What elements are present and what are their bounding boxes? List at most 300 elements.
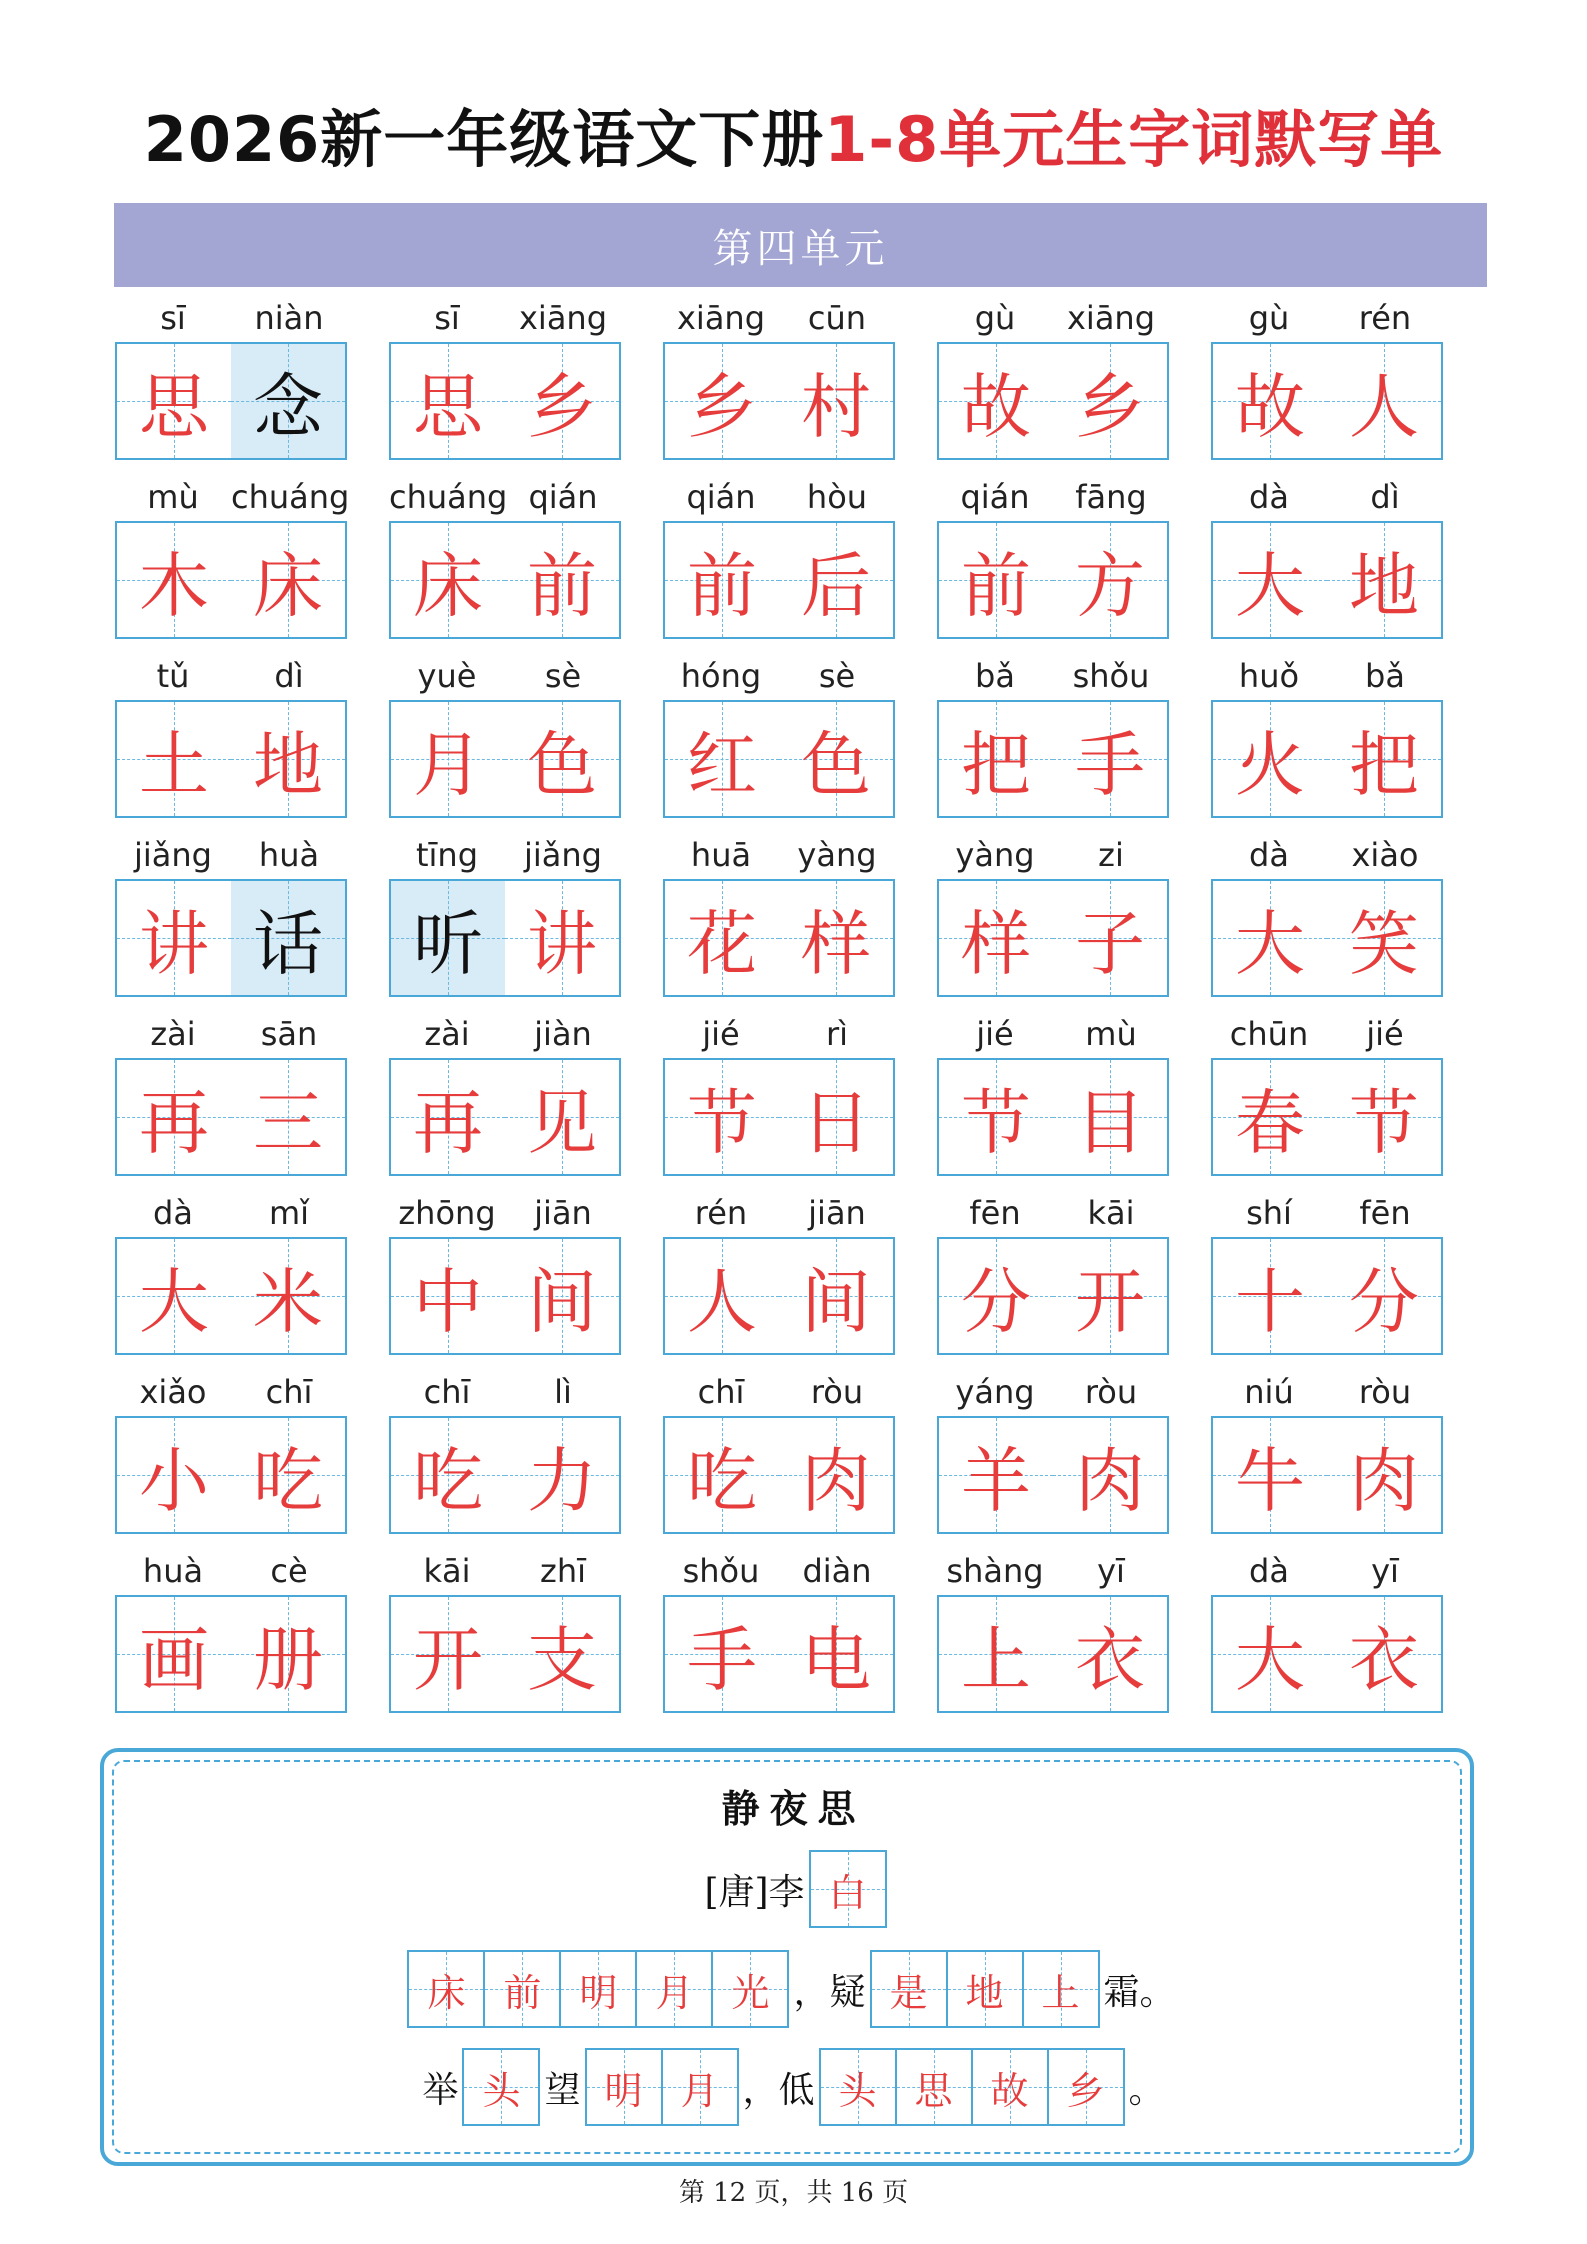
pinyin-label: zhōng [398, 1194, 496, 1232]
character: 子 [1075, 902, 1145, 985]
character-box [1053, 342, 1169, 460]
pinyin-label: shàng [946, 1552, 1044, 1590]
pinyin-label: yáng [955, 1373, 1035, 1411]
pinyin-label: huā [690, 836, 752, 874]
character-box [663, 879, 781, 997]
character: 前 [527, 544, 597, 627]
pinyin-label: rì [825, 1015, 849, 1053]
pinyin-label: qián [528, 478, 598, 516]
character: 肉 [1075, 1439, 1145, 1522]
character-box [1327, 1058, 1443, 1176]
word-item [937, 656, 1169, 816]
character-box [937, 521, 1055, 639]
character-box [779, 1595, 895, 1713]
character-box [115, 1058, 233, 1176]
pinyin-label: ròu [1358, 1373, 1412, 1411]
character-box [1211, 521, 1329, 639]
pinyin-label: gù [1248, 299, 1290, 337]
pinyin-label: fāng [1075, 478, 1147, 516]
character: 羊 [961, 1439, 1031, 1522]
character: 念 [253, 365, 323, 448]
character-box [937, 1237, 1055, 1355]
word-item [389, 477, 621, 637]
word-item [937, 835, 1169, 995]
character: 色 [527, 723, 597, 806]
page-title [0, 100, 1587, 180]
character: 吃 [413, 1439, 483, 1522]
word-item [663, 477, 895, 637]
pinyin-label: xiāng [518, 299, 608, 337]
character: 支 [527, 1618, 597, 1701]
pinyin-label: yàng [797, 836, 877, 874]
poem-character: 床 [427, 1970, 466, 2015]
poem-character: 头 [838, 2068, 877, 2113]
pinyin-label: fēn [1359, 1194, 1411, 1232]
character: 分 [1349, 1260, 1419, 1343]
word-item [1211, 656, 1443, 816]
word-item [1211, 1551, 1443, 1711]
character-box [663, 521, 781, 639]
page-footer: 第 12 页，共 16 页 [678, 2178, 909, 2208]
character: 木 [139, 544, 209, 627]
character: 三 [253, 1081, 323, 1164]
poem-character: 月 [680, 2068, 719, 2113]
character: 样 [961, 902, 1031, 985]
character-box [1327, 700, 1443, 818]
pinyin-label: sè [818, 657, 856, 695]
character-box [1211, 1237, 1329, 1355]
character-box [937, 879, 1055, 997]
pinyin-label: bǎ [1365, 657, 1405, 695]
character: 中 [413, 1260, 483, 1343]
word-item [115, 298, 347, 458]
character: 后 [801, 544, 871, 627]
word-item [937, 1193, 1169, 1353]
character: 肉 [1349, 1439, 1419, 1522]
character-box [1327, 1595, 1443, 1713]
character: 讲 [139, 902, 209, 985]
pinyin-label: chuáng [389, 478, 508, 516]
word-item [663, 656, 895, 816]
word-item [1211, 1372, 1443, 1532]
title-main: 2026新一年级语文下册 [143, 103, 825, 176]
pinyin-label: rén [1358, 299, 1412, 337]
word-item [389, 1551, 621, 1711]
character: 电 [801, 1618, 871, 1701]
character-box [779, 1058, 895, 1176]
poem-author-prefix: [唐]李 [704, 1871, 805, 1913]
character-box [663, 1595, 781, 1713]
pinyin-label: shí [1246, 1194, 1292, 1232]
character-box [389, 1058, 507, 1176]
poem-answer-box [809, 1850, 887, 1928]
character-box [663, 342, 781, 460]
character-box [779, 342, 895, 460]
character: 牛 [1235, 1439, 1305, 1522]
pinyin-label: jiǎng [524, 836, 602, 874]
character-box [389, 1595, 507, 1713]
character: 再 [413, 1081, 483, 1164]
character: 见 [527, 1081, 597, 1164]
pinyin-label: ròu [1084, 1373, 1138, 1411]
character-box [1327, 1416, 1443, 1534]
character: 思 [139, 365, 209, 448]
character: 故 [1235, 365, 1305, 448]
character-box [779, 700, 895, 818]
character: 衣 [1075, 1618, 1145, 1701]
pinyin-label: jiàn [534, 1015, 592, 1053]
poem-answer-box [870, 1950, 1100, 2028]
character: 小 [139, 1439, 209, 1522]
character-box [937, 1595, 1055, 1713]
word-item [937, 298, 1169, 458]
character: 大 [139, 1260, 209, 1343]
character-box [505, 1595, 621, 1713]
pinyin-label: qián [960, 478, 1030, 516]
word-item [115, 656, 347, 816]
pinyin-label: dà [153, 1194, 193, 1232]
character-box [779, 1416, 895, 1534]
character: 乡 [1075, 365, 1145, 448]
character-box [779, 879, 895, 997]
word-item [389, 1372, 621, 1532]
pinyin-label: chūn [1229, 1015, 1309, 1053]
word-item [663, 835, 895, 995]
word-item [663, 1014, 895, 1174]
poem-answer-box [819, 2048, 1125, 2126]
poem-answer-box [585, 2048, 739, 2126]
pinyin-label: yàng [955, 836, 1035, 874]
word-item [115, 1551, 347, 1711]
pinyin-label: chī [697, 1373, 745, 1411]
pinyin-label: jiǎng [134, 836, 212, 874]
character-box [663, 1416, 781, 1534]
pinyin-label: chuáng [231, 478, 350, 516]
character-box [663, 700, 781, 818]
word-item [1211, 477, 1443, 637]
pinyin-label: yī [1371, 1552, 1399, 1590]
character: 前 [687, 544, 757, 627]
character: 再 [139, 1081, 209, 1164]
pinyin-label: sī [160, 299, 186, 337]
character-box [389, 521, 507, 639]
poem-character: 光 [731, 1970, 770, 2015]
character-box [937, 1058, 1055, 1176]
character: 思 [413, 365, 483, 448]
character: 开 [413, 1618, 483, 1701]
word-item [389, 1014, 621, 1174]
pinyin-label: xiāng [1066, 299, 1156, 337]
word-item [115, 1193, 347, 1353]
pinyin-label: dà [1249, 1552, 1289, 1590]
character: 节 [1349, 1081, 1419, 1164]
poem-character: 月 [655, 1970, 694, 2015]
character-box [937, 1416, 1055, 1534]
character-box [389, 342, 507, 460]
pinyin-label: xiǎo [139, 1373, 207, 1411]
word-item [1211, 1193, 1443, 1353]
word-item [1211, 835, 1443, 995]
character-box [231, 879, 347, 997]
character-box [779, 1237, 895, 1355]
pinyin-label: niú [1244, 1373, 1294, 1411]
word-item [389, 656, 621, 816]
character: 人 [1349, 365, 1419, 448]
character-box [1327, 1237, 1443, 1355]
character-box [115, 342, 233, 460]
character-box [505, 700, 621, 818]
poem-answer-box [407, 1950, 789, 2028]
pinyin-label: mù [1085, 1015, 1137, 1053]
character: 前 [961, 544, 1031, 627]
character-box [505, 1237, 621, 1355]
pinyin-label: dà [1249, 478, 1289, 516]
character: 讲 [527, 902, 597, 985]
character-box [115, 1595, 233, 1713]
word-item [937, 1372, 1169, 1532]
character-box [1053, 1237, 1169, 1355]
poem-character: 地 [965, 1970, 1004, 2015]
character-box [1053, 521, 1169, 639]
word-item [389, 298, 621, 458]
poem-character: 前 [503, 1970, 542, 2015]
character-box [937, 700, 1055, 818]
pinyin-label: xiāng [676, 299, 766, 337]
character: 大 [1235, 544, 1305, 627]
character: 手 [687, 1618, 757, 1701]
word-item [937, 477, 1169, 637]
character-box [505, 879, 621, 997]
pinyin-label: gù [974, 299, 1016, 337]
character-box [1211, 1595, 1329, 1713]
character: 间 [801, 1260, 871, 1343]
poem-text: 。 [1128, 2069, 1165, 2111]
character-box [389, 1416, 507, 1534]
character: 乡 [527, 365, 597, 448]
poem-text: 举 [422, 2069, 459, 2111]
pinyin-label: yī [1097, 1552, 1125, 1590]
character-box [231, 1237, 347, 1355]
character-box [1053, 1058, 1169, 1176]
character: 手 [1075, 723, 1145, 806]
character: 画 [139, 1618, 209, 1701]
character-box [1053, 1416, 1169, 1534]
pinyin-label: zhī [540, 1552, 586, 1590]
pinyin-label: jié [702, 1015, 740, 1053]
word-item [1211, 298, 1443, 458]
pinyin-label: cè [270, 1552, 308, 1590]
pinyin-label: chī [265, 1373, 313, 1411]
poem-character: 明 [579, 1970, 618, 2015]
character-box [1327, 879, 1443, 997]
character-box [1211, 879, 1329, 997]
poem-answer-box [462, 2048, 540, 2126]
pinyin-label: jiān [534, 1194, 592, 1232]
character: 衣 [1349, 1618, 1419, 1701]
pinyin-label: huà [258, 836, 320, 874]
character: 大 [1235, 1618, 1305, 1701]
character: 色 [801, 723, 871, 806]
pinyin-label: sè [544, 657, 582, 695]
pinyin-label: mǐ [268, 1194, 310, 1232]
pinyin-label: lì [554, 1373, 572, 1411]
pinyin-label: kāi [423, 1552, 471, 1590]
word-item [663, 1193, 895, 1353]
character: 册 [253, 1618, 323, 1701]
pinyin-label: huǒ [1238, 657, 1300, 695]
character: 火 [1235, 723, 1305, 806]
poem-author-line [0, 1850, 1587, 1928]
character: 节 [687, 1081, 757, 1164]
pinyin-label: huà [142, 1552, 204, 1590]
pinyin-label: fēn [969, 1194, 1021, 1232]
character-box [1053, 700, 1169, 818]
character-box [505, 521, 621, 639]
character-box [663, 1058, 781, 1176]
pinyin-label: hóng [680, 657, 762, 695]
character: 大 [1235, 902, 1305, 985]
character: 吃 [687, 1439, 757, 1522]
character-box [231, 342, 347, 460]
pinyin-label: sī [434, 299, 460, 337]
poem-text: 霜。 [1103, 1971, 1176, 2013]
pinyin-label: cūn [807, 299, 867, 337]
character: 床 [253, 544, 323, 627]
character: 土 [139, 723, 209, 806]
character-box [1211, 1058, 1329, 1176]
character: 目 [1075, 1081, 1145, 1164]
character: 人 [687, 1260, 757, 1343]
poem-character: 是 [889, 1970, 928, 2015]
poem-text: ，低 [742, 2069, 815, 2111]
pinyin-label: shǒu [1072, 657, 1150, 695]
word-item [115, 835, 347, 995]
character-box [505, 342, 621, 460]
character: 把 [1349, 723, 1419, 806]
pinyin-label: chī [423, 1373, 471, 1411]
character: 开 [1075, 1260, 1145, 1343]
pinyin-label: ròu [810, 1373, 864, 1411]
character-box [663, 1237, 781, 1355]
pinyin-label: jié [976, 1015, 1014, 1053]
pinyin-label: niàn [254, 299, 324, 337]
poem-character: 思 [914, 2068, 953, 2113]
pinyin-label: qián [686, 478, 756, 516]
character: 故 [961, 365, 1031, 448]
unit-banner [114, 203, 1487, 287]
poem-text: 望 [544, 2069, 581, 2111]
character: 地 [253, 723, 323, 806]
pinyin-label: mù [147, 478, 199, 516]
poem-line-1 [0, 1950, 1587, 2028]
character-box [115, 1416, 233, 1534]
character: 话 [253, 902, 323, 985]
character: 村 [801, 365, 871, 448]
character: 听 [413, 902, 483, 985]
poem-character: 白 [828, 1870, 867, 1915]
character: 乡 [687, 365, 757, 448]
pinyin-label: kāi [1087, 1194, 1135, 1232]
poem-title: 静夜思 [721, 1786, 866, 1831]
character-box [779, 521, 895, 639]
character-box [389, 1237, 507, 1355]
character-box [1053, 1595, 1169, 1713]
character: 力 [527, 1439, 597, 1522]
pinyin-label: zài [150, 1015, 196, 1053]
character: 花 [687, 902, 757, 985]
pinyin-label: hòu [806, 478, 868, 516]
pinyin-label: zi [1098, 836, 1124, 874]
pinyin-label: dà [1249, 836, 1289, 874]
character-box [1327, 521, 1443, 639]
character-box [1327, 342, 1443, 460]
character: 样 [801, 902, 871, 985]
word-item [389, 835, 621, 995]
word-item [663, 1551, 895, 1711]
pinyin-label: tīng [415, 836, 479, 874]
character: 吃 [253, 1439, 323, 1522]
character: 把 [961, 723, 1031, 806]
character-box [1211, 700, 1329, 818]
character-box [389, 879, 507, 997]
poem-character: 故 [990, 2068, 1029, 2113]
word-item [937, 1014, 1169, 1174]
pinyin-label: jiān [808, 1194, 866, 1232]
word-item [663, 298, 895, 458]
character-box [231, 1058, 347, 1176]
character-box [115, 521, 233, 639]
character: 间 [527, 1260, 597, 1343]
word-item [663, 1372, 895, 1532]
word-item [115, 1014, 347, 1174]
character: 床 [413, 544, 483, 627]
character-box [505, 1416, 621, 1534]
pinyin-label: xiào [1351, 836, 1419, 874]
pinyin-label: yuè [417, 657, 477, 695]
character-box [231, 521, 347, 639]
poem-character: 头 [482, 2068, 521, 2113]
character: 月 [413, 723, 483, 806]
poem-character: 明 [604, 2068, 643, 2113]
poem-character: 上 [1041, 1970, 1080, 2015]
word-item [115, 477, 350, 637]
pinyin-label: tǔ [156, 657, 190, 695]
character-box [231, 1595, 347, 1713]
pinyin-label: sān [260, 1015, 318, 1053]
pinyin-label: dì [1370, 478, 1400, 516]
character: 地 [1349, 544, 1419, 627]
pinyin-label: rén [694, 1194, 748, 1232]
character-box [937, 342, 1055, 460]
character-box [389, 700, 507, 818]
unit-label: 第四单元 [712, 225, 889, 272]
pinyin-label: dì [274, 657, 304, 695]
character-box [1053, 879, 1169, 997]
character: 春 [1235, 1081, 1305, 1164]
pinyin-label: jié [1366, 1015, 1404, 1053]
character: 节 [961, 1081, 1031, 1164]
pinyin-label: diàn [802, 1552, 872, 1590]
poem-character: 乡 [1066, 2068, 1105, 2113]
character-box [115, 700, 233, 818]
word-item [937, 1551, 1169, 1711]
word-item [1211, 1014, 1443, 1174]
character-box [1211, 1416, 1329, 1534]
poem-line-2 [0, 2048, 1587, 2126]
poem-text: ，疑 [793, 1971, 866, 2013]
character: 红 [687, 723, 757, 806]
character: 日 [801, 1081, 871, 1164]
